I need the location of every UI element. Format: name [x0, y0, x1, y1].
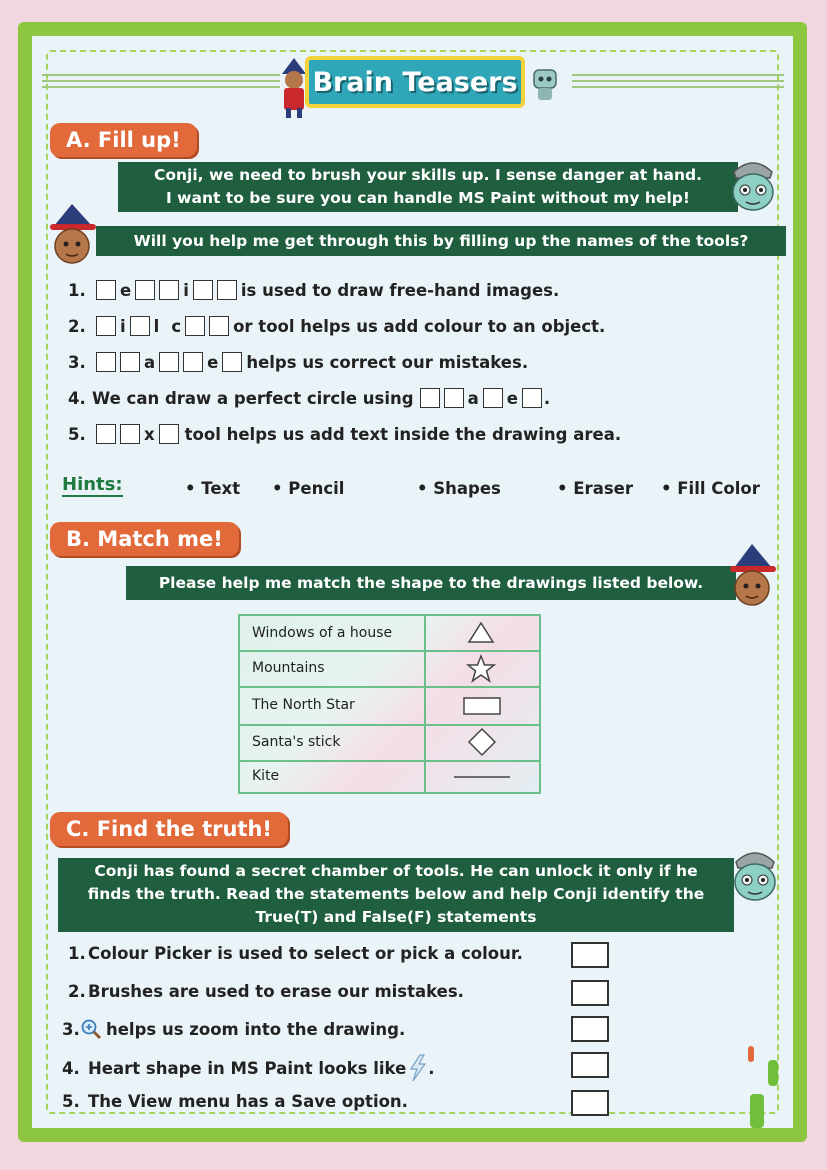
- wizard-dialog-b: Please help me match the shape to the drawings listed below.: [126, 566, 736, 600]
- rectangle-shape-icon[interactable]: [462, 694, 502, 718]
- question-text: or tool helps us add colour to an object.: [233, 316, 606, 336]
- question-text: is used to draw free-hand images.: [240, 280, 560, 300]
- answer-box[interactable]: [193, 280, 213, 300]
- answer-box[interactable]: [183, 352, 203, 372]
- match-drawing-label: Windows of a house: [252, 625, 393, 641]
- hint-item: • Text: [185, 479, 241, 498]
- answer-box[interactable]: [159, 424, 179, 444]
- true-false-answer-box[interactable]: [571, 1090, 609, 1116]
- question-number: 3.: [68, 352, 86, 372]
- decorative-paint-stroke: [748, 1046, 754, 1062]
- robot-avatar-icon: [726, 158, 780, 214]
- hints-label: Hints:: [62, 474, 123, 495]
- answer-box[interactable]: [209, 316, 229, 336]
- star-shape-icon[interactable]: [466, 654, 496, 684]
- robot-dialog-c-line3: True(T) and False(F) statements: [255, 908, 537, 926]
- header-lines-left: [42, 74, 280, 94]
- fill-question-3: [68, 352, 528, 372]
- answer-box[interactable]: [159, 352, 179, 372]
- answer-box[interactable]: [159, 280, 179, 300]
- robot-dialog-c: [58, 858, 734, 932]
- fill-question-1: [68, 280, 559, 300]
- decorative-paint-stroke: [750, 1094, 764, 1128]
- answer-box[interactable]: [96, 424, 116, 444]
- truth-statement-3: [62, 1018, 405, 1040]
- given-letter: e: [207, 352, 219, 372]
- answer-box[interactable]: [222, 352, 242, 372]
- true-false-answer-box[interactable]: [571, 1016, 609, 1042]
- match-table: [238, 614, 541, 794]
- given-letter: a: [144, 352, 156, 372]
- wizard-avatar-icon: [42, 204, 100, 266]
- question-number: 5.: [68, 424, 86, 444]
- statement-text: Heart shape in MS Paint looks like: [88, 1058, 407, 1078]
- answer-box[interactable]: [483, 388, 503, 408]
- question-text: tool helps us add text inside the drawing area.: [184, 424, 622, 444]
- page-title: Brain Teasers: [312, 66, 518, 98]
- robot-dialog-c-line2: finds the truth. Read the statements below and help Conji identify the: [87, 885, 705, 903]
- answer-box[interactable]: [135, 280, 155, 300]
- section-a-label: A. Fill up!: [50, 123, 197, 157]
- answer-box[interactable]: [120, 352, 140, 372]
- given-letter: e: [120, 280, 132, 300]
- fill-question-5: [68, 424, 621, 444]
- wizard-avatar-icon: [724, 544, 780, 608]
- question-number: 1.: [68, 280, 86, 300]
- robot-avatar-icon: [728, 848, 782, 904]
- statement-text: The View menu has a Save option.: [88, 1092, 408, 1111]
- statement-number: 5.: [62, 1092, 80, 1111]
- true-false-answer-box[interactable]: [571, 942, 609, 968]
- robot-dialog-a: [118, 162, 738, 212]
- diamond-shape-icon[interactable]: [467, 727, 497, 757]
- given-letter: l: [153, 316, 160, 336]
- statement-text: Brushes are used to erase our mistakes.: [88, 982, 464, 1001]
- answer-box[interactable]: [420, 388, 440, 408]
- question-text: helps us correct our mistakes.: [246, 352, 529, 372]
- question-text: We can draw a perfect circle using: [92, 388, 414, 408]
- triangle-shape-icon[interactable]: [466, 620, 496, 646]
- answer-box[interactable]: [96, 352, 116, 372]
- statement-number: 3.: [62, 1019, 80, 1039]
- hint-item: • Pencil: [272, 479, 345, 498]
- question-number: 2.: [68, 316, 86, 336]
- given-letter: c: [171, 316, 182, 336]
- section-b-label: B. Match me!: [50, 522, 239, 556]
- given-letter: x: [144, 424, 155, 444]
- given-letter: i: [120, 316, 126, 336]
- robot-character-icon: [528, 66, 562, 104]
- given-letter: i: [183, 280, 189, 300]
- match-drawing-label: Santa's stick: [252, 734, 341, 750]
- given-letter: e: [506, 388, 518, 408]
- statement-number: 2.: [68, 982, 86, 1001]
- match-drawing-label: Kite: [252, 768, 280, 784]
- question-end: .: [543, 388, 551, 408]
- statement-number: 4.: [62, 1058, 80, 1078]
- answer-box[interactable]: [130, 316, 150, 336]
- hint-item: • Eraser: [557, 479, 633, 498]
- hint-item: • Fill Color: [661, 479, 760, 498]
- answer-box[interactable]: [96, 316, 116, 336]
- decorative-paint-stroke: [768, 1060, 778, 1086]
- robot-dialog-a-line2: I want to be sure you can handle MS Paint without my help!: [166, 189, 690, 207]
- section-c-label: C. Find the truth!: [50, 812, 288, 846]
- fill-question-4: [68, 388, 550, 408]
- answer-box[interactable]: [185, 316, 205, 336]
- statement-text: helps us zoom into the drawing.: [106, 1019, 406, 1039]
- wizard-dialog-a: Will you help me get through this by filling up the names of the tools?: [96, 226, 786, 256]
- truth-statement-4: [62, 1054, 435, 1082]
- robot-dialog-a-line1: Conji, we need to brush your skills up. I sense danger at hand.: [153, 166, 703, 184]
- answer-box[interactable]: [444, 388, 464, 408]
- answer-box[interactable]: [96, 280, 116, 300]
- truth-statement-1: [68, 944, 523, 963]
- truth-statement-2: [68, 982, 464, 1001]
- hint-item: • Shapes: [417, 479, 501, 498]
- match-drawing-label: The North Star: [252, 697, 355, 713]
- statement-end: .: [428, 1058, 435, 1078]
- magnifier-zoom-icon: [80, 1018, 102, 1040]
- line-shape-icon[interactable]: [452, 772, 512, 782]
- answer-box[interactable]: [120, 424, 140, 444]
- statement-text: Colour Picker is used to select or pick a colour.: [88, 944, 523, 963]
- true-false-answer-box[interactable]: [571, 980, 609, 1006]
- true-false-answer-box[interactable]: [571, 1052, 609, 1078]
- lightning-shape-icon: [408, 1054, 428, 1082]
- given-letter: a: [467, 388, 479, 408]
- title-banner: [305, 56, 525, 108]
- robot-dialog-c-line1: Conji has found a secret chamber of tools. He can unlock it only if he: [94, 862, 698, 880]
- statement-number: 1.: [68, 944, 86, 963]
- fill-question-2: [68, 316, 605, 336]
- header-lines-right: [572, 74, 784, 94]
- question-number: 4.: [68, 388, 86, 408]
- match-drawing-label: Mountains: [252, 660, 325, 676]
- answer-box[interactable]: [217, 280, 237, 300]
- answer-box[interactable]: [522, 388, 542, 408]
- truth-statement-5: [62, 1092, 408, 1111]
